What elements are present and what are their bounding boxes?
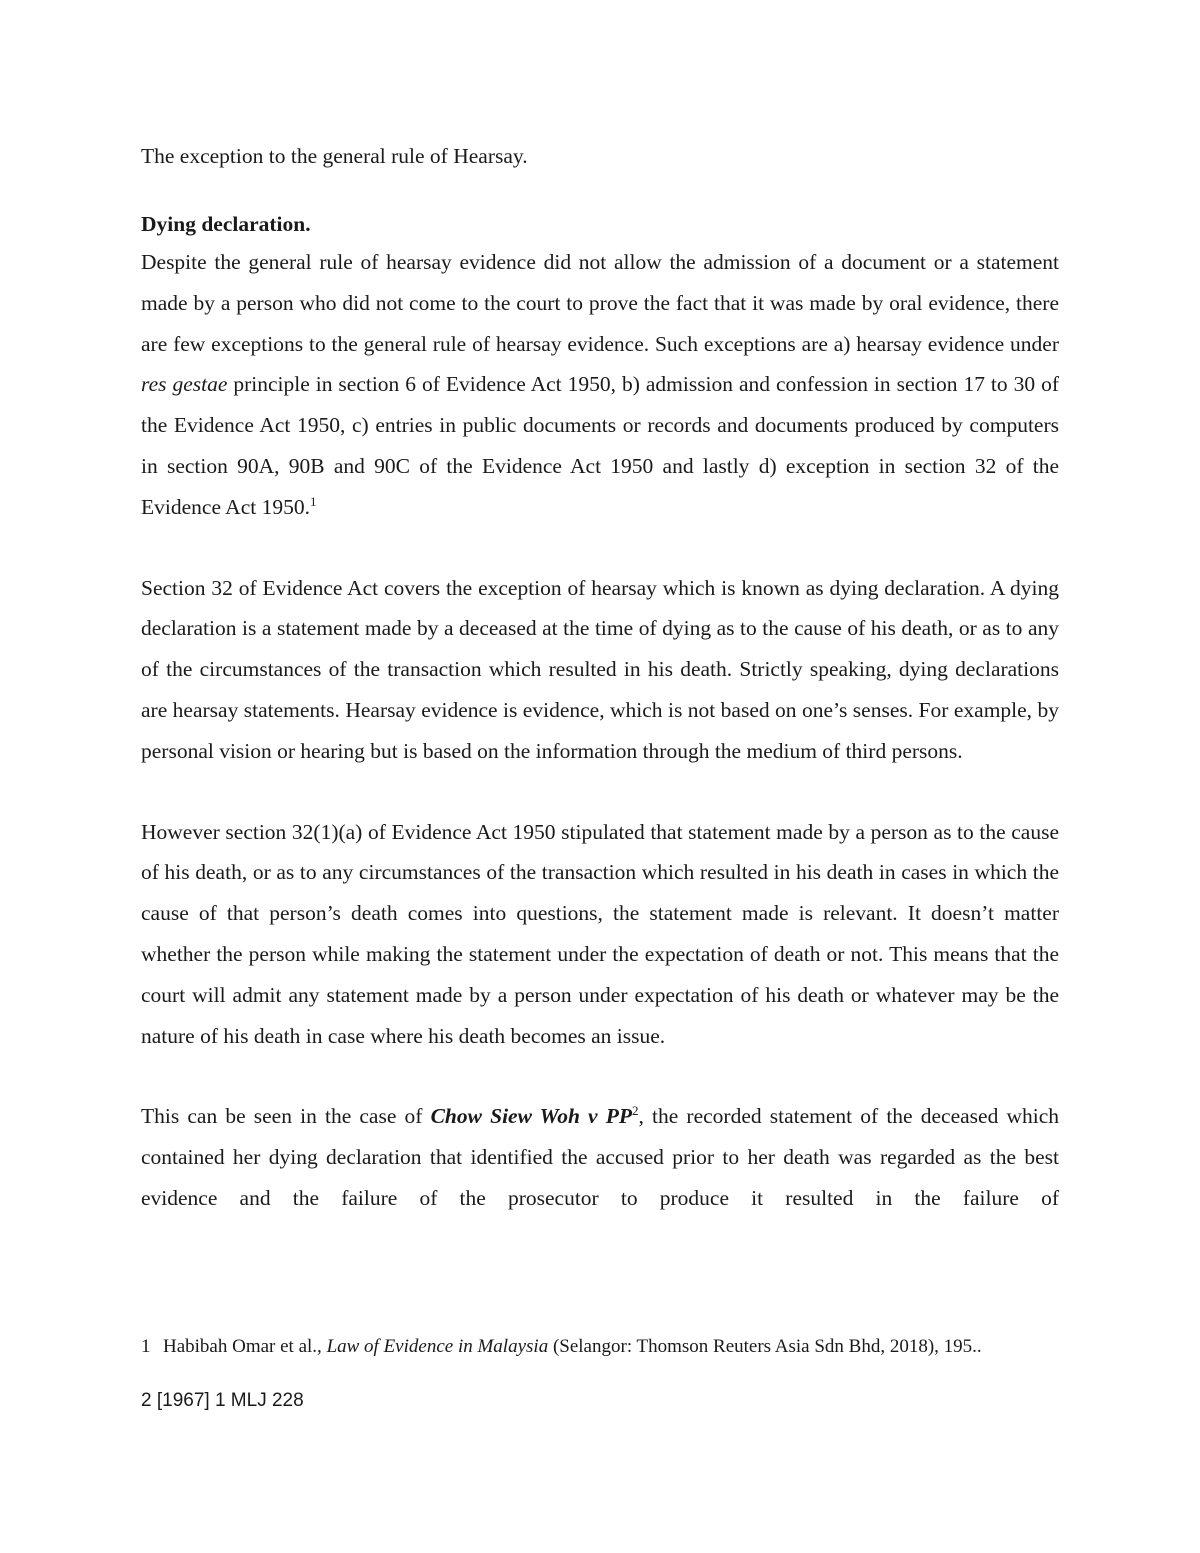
intro-line: The exception to the general rule of Hearsay. [141, 144, 528, 168]
footnote-1-author: Habibah Omar et al., [163, 1336, 327, 1357]
case-name: Chow Siew Woh v PP [430, 1104, 632, 1129]
footnote-1-title: Law of Evidence in Malaysia [326, 1336, 549, 1357]
res-gestae-term: res gestae [141, 372, 228, 397]
footnote-1-number: 1 [141, 1336, 151, 1357]
paragraph-case [141, 1096, 1059, 1259]
footnotes [141, 1334, 1071, 1414]
paragraph-section-32-1-a: However section 32(1)(a) of Evidence Act 1950 stipulated that statement made by a person as to the cause of his death, or as to any circumstances of the transaction which resulted in his death in cases in which the cause of that person’s death comes into questions, the statement made is relevant. It doesn’t matter whether the person while making the statement under the expectation of death or not. This means that the court will admit any statement made by a person under expectation of his death or whatever may be the nature of his death in case where his death becomes an issue. [141, 819, 1059, 1048]
paragraph-section-32: Section 32 of Evidence Act covers the exception of hearsay which is known as dying declaration. A dying declaration is a statement made by a deceased at the time of dying as to the cause of his death, or as to any of the circumstances of the transaction which resulted in his death. Strictly speaking, dying declarations are hearsay statements. Hearsay evidence is evidence, which is not based on one’s senses. For example, by personal vision or hearing but is based on the information through the medium of third persons. [141, 575, 1059, 763]
document-body [141, 142, 1059, 1260]
paragraph-exceptions-text-b: principle in section 6 of Evidence Act 1950, b) admission and confession in section 17 to 30 of the Evidence Act 1950, c) entries in public documents or records and documents produced by computers in section 90A, 90B and 90C of the Evidence Act 1950 and lastly d) exception in section 32 of the Evidence Act 1950. [141, 372, 1059, 519]
footnote-1 [141, 1334, 1071, 1360]
paragraph-case-lead: This can be seen in the case of [141, 1104, 431, 1129]
paragraph-exceptions [141, 242, 1059, 528]
paragraph-case-rest: , the recorded statement of the deceased which contained her dying declaration that identified the accused prior to her death was regarded as the best evidence and the failure of the prosecutor to produce it resulted in the failure of [141, 1104, 1060, 1210]
footnote-1-rest: (Selangor: Thomson Reuters Asia Sdn Bhd, 2018), 195.. [548, 1336, 982, 1357]
footnote-ref-1[interactable]: 1 [309, 493, 317, 509]
footnote-ref-2[interactable]: 2 [632, 1103, 639, 1119]
paragraph-exceptions-text-a: Despite the general rule of hearsay evidence did not allow the admission of a document or a statement made by a person who did not come to the court to prove the fact that it was made by oral evidence, there are few exceptions to the general rule of hearsay evidence. Such exceptions are a) hearsay evidence under [141, 250, 1059, 356]
section-heading: Dying declaration. [141, 212, 311, 236]
footnote-2: 2 [1967] 1 MLJ 228 [141, 1390, 304, 1411]
